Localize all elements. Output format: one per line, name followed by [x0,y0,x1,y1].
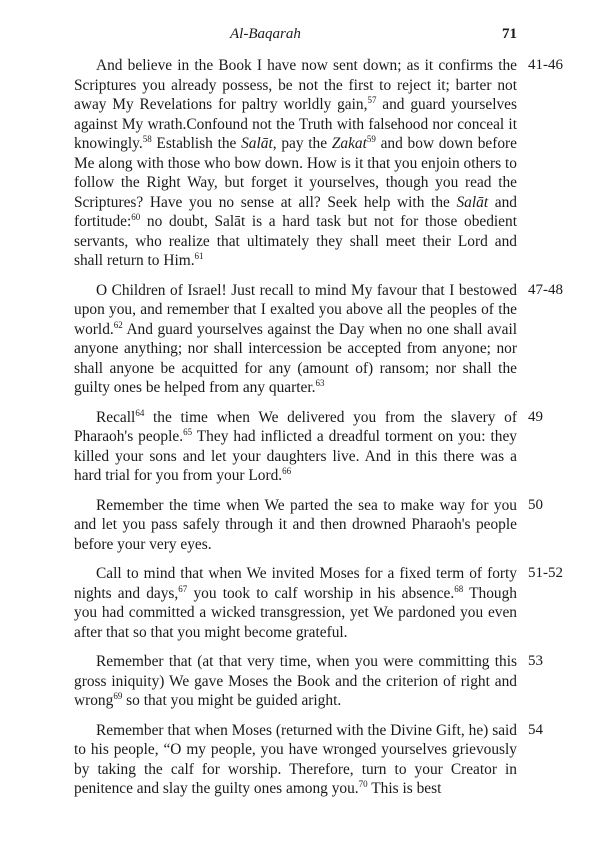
verse-reference: 50 [528,496,543,513]
footnote-marker: 66 [282,466,292,476]
footnote-marker: 57 [367,95,377,105]
text-run: O Children of Israel! Just recall to mind My favour that I bestowed upon you, and remember that I exalted you above all the peoples of the world. [74,281,517,338]
text-run: This is best [367,780,442,797]
verse-reference: 54 [528,721,543,738]
running-title: Al-Baqarah [230,26,301,42]
text-run: And believe in the Book I have now sent down; as it confirms the Scriptures you already possess, be not the first to reject it; barter not away My Revelations for paltry worldly gain, [74,57,517,113]
text-run: They had inflicted a dreadful torment on you: they killed your sons and let your daughters live. And in this there was a hard trial for you from your Lord. [74,428,517,484]
verse-block [74,281,596,398]
footnote-marker: 59 [366,134,376,144]
verse-block [74,564,596,642]
footnote-marker: 68 [454,583,464,594]
text-run: you took to calf worship in his absence. [187,584,455,602]
text-run: Remember that when Moses (returned with the Divine Gift, he) said to his people, “O my people, you have wronged yourselves grievously by taking the calf for worship. Therefore, turn to your Creator in penitence and slay the guilty ones among you. [74,721,517,797]
verse-block [74,408,596,486]
verse-paragraph [74,408,517,486]
verse-block [74,652,596,711]
footnote-marker: 62 [113,319,123,330]
verse-paragraph [74,56,517,271]
text-run: , pay the [272,135,332,152]
verse-paragraph [74,721,517,799]
verse-block [74,496,596,555]
transliterated-term: Salāt [241,135,273,152]
verse-paragraph [74,652,517,711]
text-run: Remember that (at that very time, when you were committing this gross iniquity) We gave Moses the Book and the criterion of right and wrong [74,653,517,709]
footnote-marker: 69 [113,691,123,701]
footnote-marker: 67 [178,583,188,594]
text-run: And guard yourselves against the Day when no one shall avail anyone anything; nor shall intercession be accepted from anyone; nor shall anyone be acquitted for any (amount of) ransom; nor shall the guilty ones be helped from any quarter. [74,320,517,396]
text-run: the time when We delivered you from the slavery of Pharaoh's people. [74,408,517,445]
text-run: Remember the time when We parted the sea to make way for you and let you pass safely through it and then drowned Pharaoh's people before your very eyes. [74,496,517,553]
text-run: Establish the [151,135,242,152]
transliterated-term: Salāt [456,193,489,211]
footnote-marker: 63 [315,378,325,388]
verse-paragraph [74,564,517,642]
text-run: Though you had committed a wicked transgression, yet We pardoned you even after that so that you might become grateful. [74,584,517,641]
text-run: Recall [96,408,136,426]
footnote-marker: 58 [142,134,152,144]
verse-block [74,721,596,799]
transliterated-term: Zakat [331,135,367,152]
verse-paragraph [74,496,517,555]
text-run: and guard yourselves against My wrath.Confound not the Truth with falsehood nor conceal it knowingly. [74,96,517,152]
page-body [74,56,596,809]
footnote-marker: 65 [183,427,193,437]
verse-reference: 53 [528,653,543,669]
verse-reference: 41-46 [528,57,563,73]
text-run: Call to mind that when We invited Moses for a fixed term of forty nights and days, [74,565,517,602]
text-run: and fortitude: [74,193,517,230]
verse-reference: 49 [528,408,543,425]
footnote-marker: 70 [358,779,368,789]
verse-block [74,56,596,271]
text-run: and bow down before Me along with those who bow down. How is it that you enjoin others to follow the Right Way, but forget it yourselves, though you read the Scriptures? Have you no sense at all? Seek help with the [74,135,518,211]
footnote-marker: 60 [131,212,141,222]
footnote-marker: 64 [135,407,145,418]
verse-paragraph [74,281,517,398]
text-run: so that you might be guided aright. [122,692,342,709]
verse-reference: 47-48 [528,281,563,298]
text-run: no doubt, Salāt is a hard task but not for those obedient servants, who realize that ultimately they shall meet their Lord and shall return to Him. [74,213,517,269]
page-header [0,26,600,46]
footnote-marker: 61 [194,251,204,261]
page-number: 71 [502,26,517,42]
verse-reference: 51-52 [528,565,563,581]
